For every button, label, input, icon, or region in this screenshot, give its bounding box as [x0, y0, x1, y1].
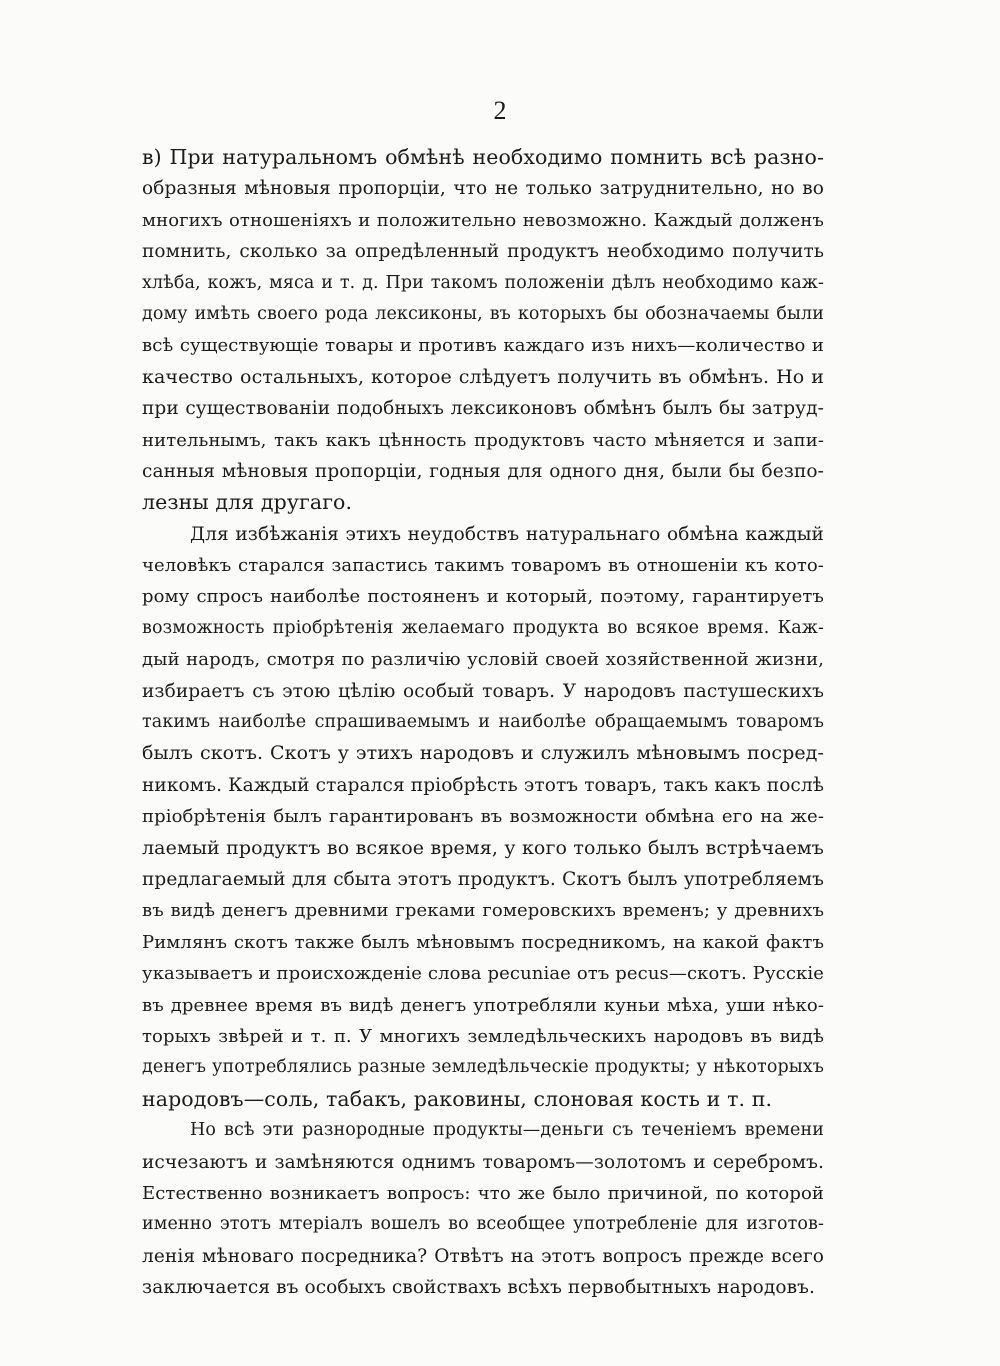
text-line: пріобрѣтенія былъ гарантированъ въ возможности обмѣна его на же-	[142, 806, 824, 828]
page-number: 2	[493, 96, 507, 125]
text-line: в) При натуральномъ обмѣнѣ необходимо помнить всѣ разно-	[142, 145, 824, 169]
text-line: избираетъ съ этою цѣлію особый товаръ. У народовъ пастушескихъ	[142, 680, 824, 702]
text-line: въ видѣ денегъ древними греками гомеровскихъ временъ; у древнихъ	[142, 900, 824, 922]
text-line: нительнымъ, такъ какъ цѣнность продуктовъ часто мѣняется и запи-	[142, 429, 824, 451]
text-line: дому имѣть своего рода лексиконы, въ которыхъ бы обозначаемы были	[142, 303, 824, 324]
text-line: заключается въ особыхъ свойствахъ всѣхъ первобытныхъ народовъ.	[142, 1277, 815, 1299]
text-line: возможность пріобрѣтенія желаемаго продукта во всякое время. Каж-	[142, 617, 824, 638]
text-line: именно этотъ мтеріалъ вошелъ во всеобщее употребленіе для изготов-	[142, 1214, 824, 1235]
text-line: Естественно возникаетъ вопросъ: что же было причиной, по которой	[142, 1182, 824, 1204]
text-line: народовъ—соль, табакъ, раковины, слоновая кость и т. п.	[142, 1086, 773, 1111]
paragraph-1	[142, 142, 824, 519]
text-line: качество остальныхъ, которое слѣдуетъ получить въ обмѣнъ. Но и	[142, 365, 824, 388]
text-line: предлагаемый для сбыта этотъ продуктъ. Скотъ былъ употребляемъ	[142, 868, 824, 890]
text-line: лезны для другаго.	[142, 490, 353, 515]
text-line: Римлянъ скотъ также былъ мѣновымъ посредникомъ, на какой фактъ	[142, 931, 824, 953]
text-line: въ древнее время въ видѣ денегъ употребляли куньи мѣха, уши нѣко-	[142, 994, 824, 1016]
text-line: человѣкъ старался запастись такимъ товаромъ въ отношеніи къ кото-	[142, 555, 824, 577]
body-text	[142, 142, 824, 1303]
text-line: никомъ. Каждый старался пріобрѣсть этотъ товаръ, такъ какъ послѣ	[142, 774, 824, 796]
text-line: указываетъ и происхожденіе слова pecuniae отъ pecus—скотъ. Русскіе	[142, 963, 824, 985]
text-line: хлѣба, кожъ, мяса и т. д. При такомъ положеніи дѣлъ необходимо каж-	[142, 272, 824, 293]
text-line: исчезаютъ и замѣняются однимъ товаромъ—золотомъ и серебромъ.	[142, 1151, 824, 1173]
text-line: санныя мѣновыя пропорціи, годныя для одного дня, были бы безпо-	[142, 460, 824, 482]
text-line: ленія мѣноваго посредника? Отвѣтъ на этотъ вопросъ прежде всего	[142, 1245, 824, 1267]
paragraph-3	[142, 1115, 824, 1303]
text-line: всѣ существующіе товары и противъ каждаго изъ нихъ—количество и	[142, 335, 824, 357]
text-line: Но всѣ эти разнородные продукты—деньги съ теченіемъ времени	[190, 1120, 824, 1141]
paragraph-2	[142, 519, 824, 1115]
text-line: Для избѣжанія этихъ неудобствъ натуральнаго обмѣна каждый	[190, 523, 824, 545]
text-line: такимъ наиболѣе спрашиваемымъ и наиболѣе обращаемымъ товаромъ	[142, 712, 824, 733]
text-line: помнить, сколько за опредѣленный продуктъ необходимо получить	[142, 241, 824, 263]
text-line: лаемый продуктъ во всякое время, у кого только былъ встрѣчаемъ	[142, 836, 824, 859]
text-line: рому спросъ наиболѣе постояненъ и который, поэтому, гарантируетъ	[142, 586, 824, 608]
text-line: денегъ употреблялись разные земледѣльческіе продукты; у нѣкоторыхъ	[142, 1057, 824, 1078]
text-line: многихъ отношеніяхъ и положительно невозможно. Каждый долженъ	[142, 209, 824, 231]
text-line: былъ скотъ. Скотъ у этихъ народовъ и служилъ мѣновымъ посред-	[142, 742, 824, 765]
text-line: дый народъ, смотря по различію условій своей хозяйственной жизни,	[142, 649, 824, 671]
text-line: при существованіи подобныхъ лексиконовъ обмѣнъ былъ бы затруд-	[142, 398, 824, 420]
text-line: торыхъ звѣрей и т. п. У многихъ земледѣльческихъ народовъ въ видѣ	[142, 1025, 824, 1047]
text-line: образныя мѣновыя пропорціи, что не только затруднительно, но во	[142, 178, 824, 200]
